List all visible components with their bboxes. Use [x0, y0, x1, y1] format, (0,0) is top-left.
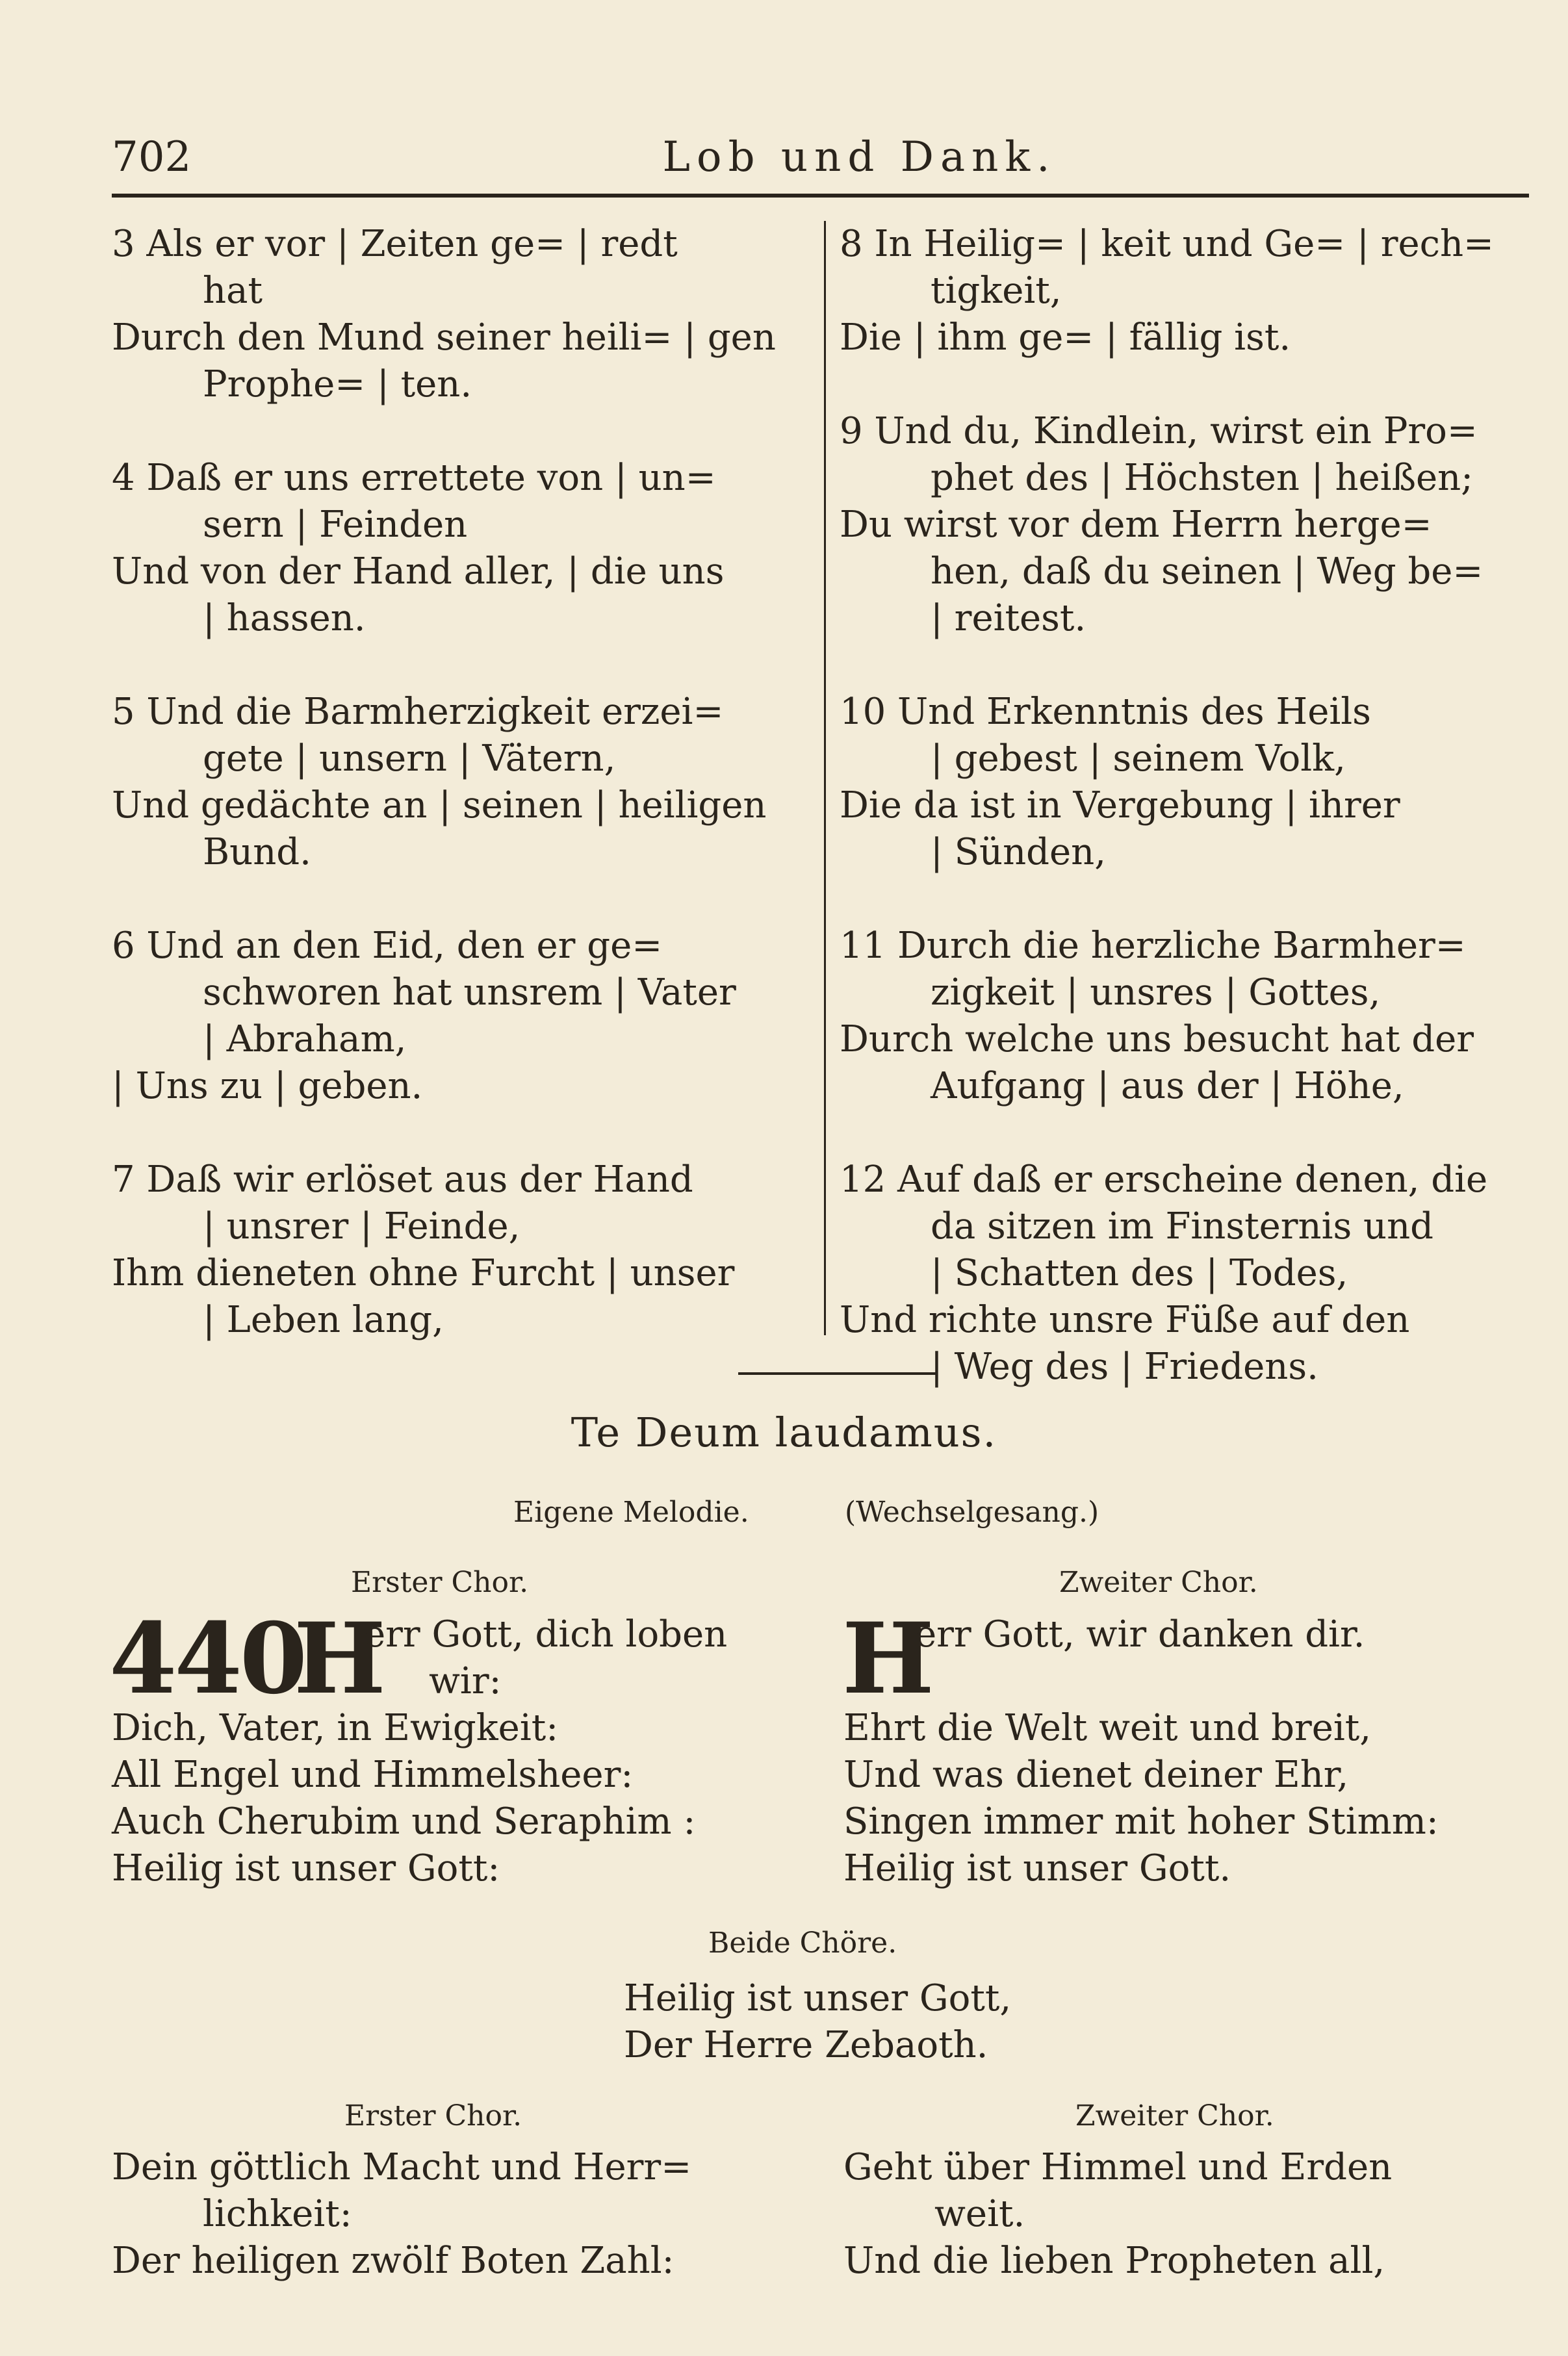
verse-line: 7 Daß wir erlöset aus der Hand: [112, 1159, 693, 1201]
first-choir-line: Auch Cherubim und Seraphim :: [112, 1800, 696, 1843]
both-choirs-line: Heilig ist unser Gott,: [624, 1977, 1012, 2019]
verse-line: tigkeit,: [931, 270, 1062, 312]
first-choir-line: lichkeit:: [203, 2193, 352, 2235]
both-choirs-line: Der Herre Zebaoth.: [624, 2024, 988, 2066]
both-choirs-label: Beide Chöre.: [708, 1927, 897, 1960]
second-choir-line: Und was dienet deiner Ehr,: [843, 1754, 1349, 1796]
verse-line: | Weg des | Friedens.: [931, 1346, 1318, 1388]
drop-cap: H: [842, 1602, 934, 1716]
first-choir-label: Erster Chor.: [351, 1566, 529, 1599]
verse-10: [840, 689, 1541, 876]
page-number: 702: [112, 133, 192, 181]
first-choir-line: wir:: [429, 1660, 502, 1702]
second-choir-line: Und die lieben Propheten all,: [843, 2240, 1385, 2282]
verse-line: schworen hat unsrem | Vater: [203, 971, 736, 1014]
column-divider: [824, 221, 826, 1335]
verse-line: | unsrer | Feinde,: [203, 1205, 521, 1248]
verse-line: 12 Auf daß er erscheine denen, die: [840, 1159, 1488, 1201]
verse-12: [840, 1157, 1541, 1390]
verse-5: [112, 689, 820, 876]
verse-line: Du wirst vor dem Herrn herge=: [840, 504, 1432, 546]
first-choir-line: Heilig ist unser Gott:: [112, 1847, 500, 1889]
verse-line: Und richte unsre Füße auf den: [840, 1299, 1410, 1341]
first-choir-line: Der heiligen zwölf Boten Zahl:: [112, 2240, 675, 2282]
verse-line: Durch den Mund seiner heili= | gen: [112, 316, 776, 359]
verse-line: hat: [203, 270, 263, 312]
page-header: [112, 133, 1529, 185]
second-choir-label: Zweiter Chor.: [1059, 1566, 1258, 1599]
verse-7: [112, 1157, 820, 1344]
verse-line: Die | ihm ge= | fällig ist.: [840, 316, 1291, 359]
drop-cap: H: [294, 1602, 386, 1716]
verse-line: hen, daß du seinen | Weg be=: [931, 550, 1484, 593]
running-title: Lob und Dank.: [662, 133, 1057, 181]
verse-8: [840, 221, 1541, 361]
verse-line: | gebest | seinem Volk,: [931, 737, 1346, 780]
verse-line: | reitest.: [931, 597, 1086, 639]
second-choir-line: Geht über Himmel und Erden: [843, 2146, 1393, 2188]
verse-line: Die da ist in Vergebung | ihrer: [840, 784, 1400, 826]
verse-line: | Schatten des | Todes,: [931, 1252, 1348, 1294]
header-rule: [112, 194, 1529, 198]
first-choir-label: Erster Chor.: [344, 2099, 522, 2132]
verse-line: | Sünden,: [931, 831, 1107, 873]
verse-line: | hassen.: [203, 597, 366, 639]
verse-line: phet des | Höchsten | heißen;: [931, 457, 1474, 499]
verse-3: [112, 221, 820, 408]
verse-line: 4 Daß er uns errettete von | un=: [112, 457, 716, 499]
second-choir-line: Ehrt die Welt weit und breit,: [843, 1707, 1372, 1749]
verse-line: 9 Und du, Kindlein, wirst ein Pro=: [840, 410, 1478, 452]
section-rule: [738, 1372, 936, 1375]
verse-6: [112, 923, 820, 1110]
verse-line: Bund.: [203, 831, 311, 873]
first-choir-line: All Engel und Himmelsheer:: [112, 1754, 634, 1796]
verse-9: [840, 408, 1541, 642]
verse-line: 10 Und Erkenntnis des Heils: [840, 691, 1371, 733]
verse-line: 3 Als er vor | Zeiten ge= | redt: [112, 223, 678, 265]
first-choir-line: Dein göttlich Macht und Herr=: [112, 2146, 692, 2188]
verse-line: | Abraham,: [203, 1018, 407, 1060]
first-choir-line: Dich, Vater, in Ewigkeit:: [112, 1707, 559, 1749]
verse-11: [840, 923, 1541, 1110]
second-choir-line: Singen immer mit hoher Stimm:: [843, 1800, 1439, 1843]
verse-line: 6 Und an den Eid, den er ge=: [112, 925, 663, 967]
verse-line: sern | Feinden: [203, 504, 468, 546]
hymn-title: Te Deum laudamus.: [571, 1409, 997, 1456]
verse-line: Und von der Hand aller, | die uns: [112, 550, 725, 593]
verse-line: 8 In Heilig= | keit und Ge= | rech=: [840, 223, 1494, 265]
verse-4: [112, 455, 820, 642]
hymn-number: 440: [109, 1602, 305, 1716]
verse-line: Durch welche uns besucht hat der: [840, 1018, 1474, 1060]
verse-line: Aufgang | aus der | Höhe,: [931, 1065, 1404, 1107]
second-choir-line: Heilig ist unser Gott.: [843, 1847, 1231, 1889]
verse-line: 5 Und die Barmherzigkeit erzei=: [112, 691, 724, 733]
second-choir-label: Zweiter Chor.: [1075, 2099, 1274, 2132]
verse-line: zigkeit | unsres | Gottes,: [931, 971, 1381, 1014]
verse-line: gete | unsern | Vätern,: [203, 737, 616, 780]
verse-line: da sitzen im Finsternis und: [931, 1205, 1433, 1248]
verse-line: | Leben lang,: [203, 1299, 444, 1341]
canticle-left-column: [112, 221, 820, 1390]
verse-line: Ihm dieneten ohne Furcht | unser: [112, 1252, 735, 1294]
verse-line: Prophe= | ten.: [203, 363, 472, 405]
second-choir-line: err Gott, wir danken dir.: [915, 1613, 1365, 1656]
first-choir-line: err Gott, dich loben: [364, 1613, 728, 1656]
second-choir-line: weit.: [934, 2193, 1025, 2235]
canticle-right-column: [840, 221, 1541, 1437]
verse-line: 11 Durch die herzliche Barmher=: [840, 925, 1466, 967]
mode-note: (Wechselgesang.): [845, 1496, 1099, 1529]
melody-note: Eigene Melodie.: [513, 1496, 749, 1529]
verse-line: | Uns zu | geben.: [112, 1065, 423, 1107]
verse-line: Und gedächte an | seinen | heiligen: [112, 784, 767, 826]
